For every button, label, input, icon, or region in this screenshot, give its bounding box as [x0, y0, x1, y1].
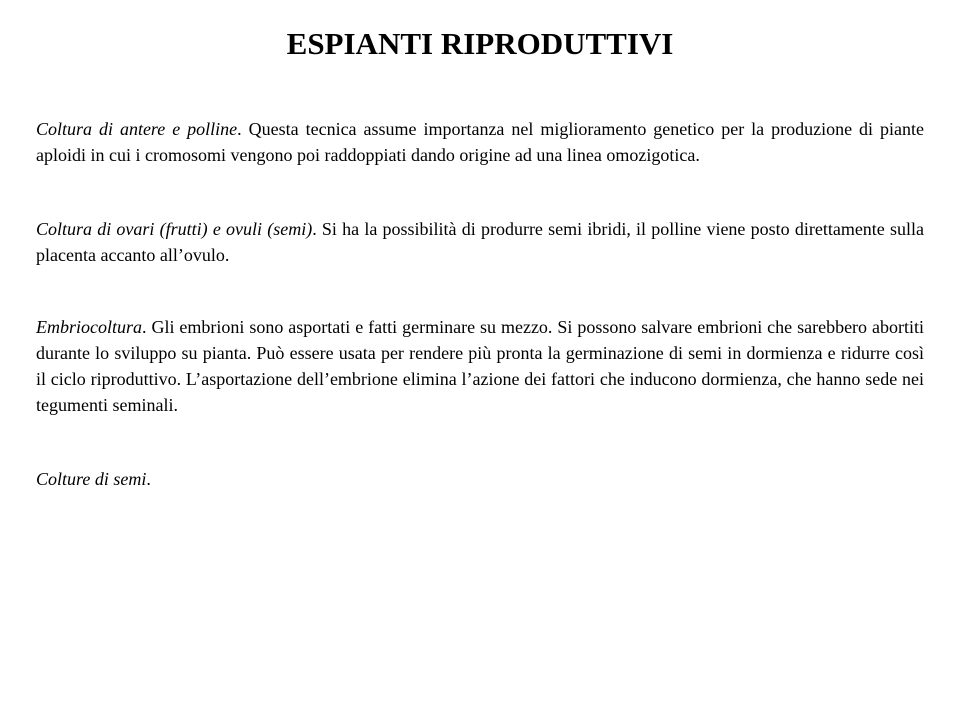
paragraph-colture-semi [36, 466, 924, 492]
paragraph-body: . Questa tecnica assume importanza nel miglioramento genetico per la produzione di piante aploidi in cui i cromosomi vengono poi raddoppiati dando origine ad una linea omozigotica. [36, 119, 925, 165]
paragraph-embriocoltura [36, 314, 924, 418]
paragraph-lead: Coltura di ovari (frutti) e ovuli (semi) [36, 219, 313, 239]
paragraph-lead: Colture di semi [36, 469, 147, 489]
paragraph-body: . Gli embrioni sono asportati e fatti germinare su mezzo. Si possono salvare embrioni che sarebbero abortiti durante lo sviluppo su pianta. Può essere usata per rendere più pronta la germinazione di semi in dormienza e ridurre così il ciclo riproduttivo. L’asportazione dell’embrione elimina l’azione dei fattori che inducono dormienza, che hanno sede nei tegumenti seminali. [36, 317, 924, 415]
paragraph-antere-polline [36, 116, 924, 168]
slide-title: ESPIANTI RIPRODUTTIVI [286, 26, 674, 61]
paragraph-ovari-ovuli [36, 216, 924, 268]
paragraph-lead: Embriocoltura [36, 317, 142, 337]
paragraph-body: . Si ha la possibilità di produrre semi ibridi, il polline viene posto direttamente sulla placenta accanto all’ovulo. [36, 219, 924, 265]
paragraph-body: . [146, 469, 151, 489]
paragraph-lead: Coltura di antere e polline [36, 119, 238, 139]
